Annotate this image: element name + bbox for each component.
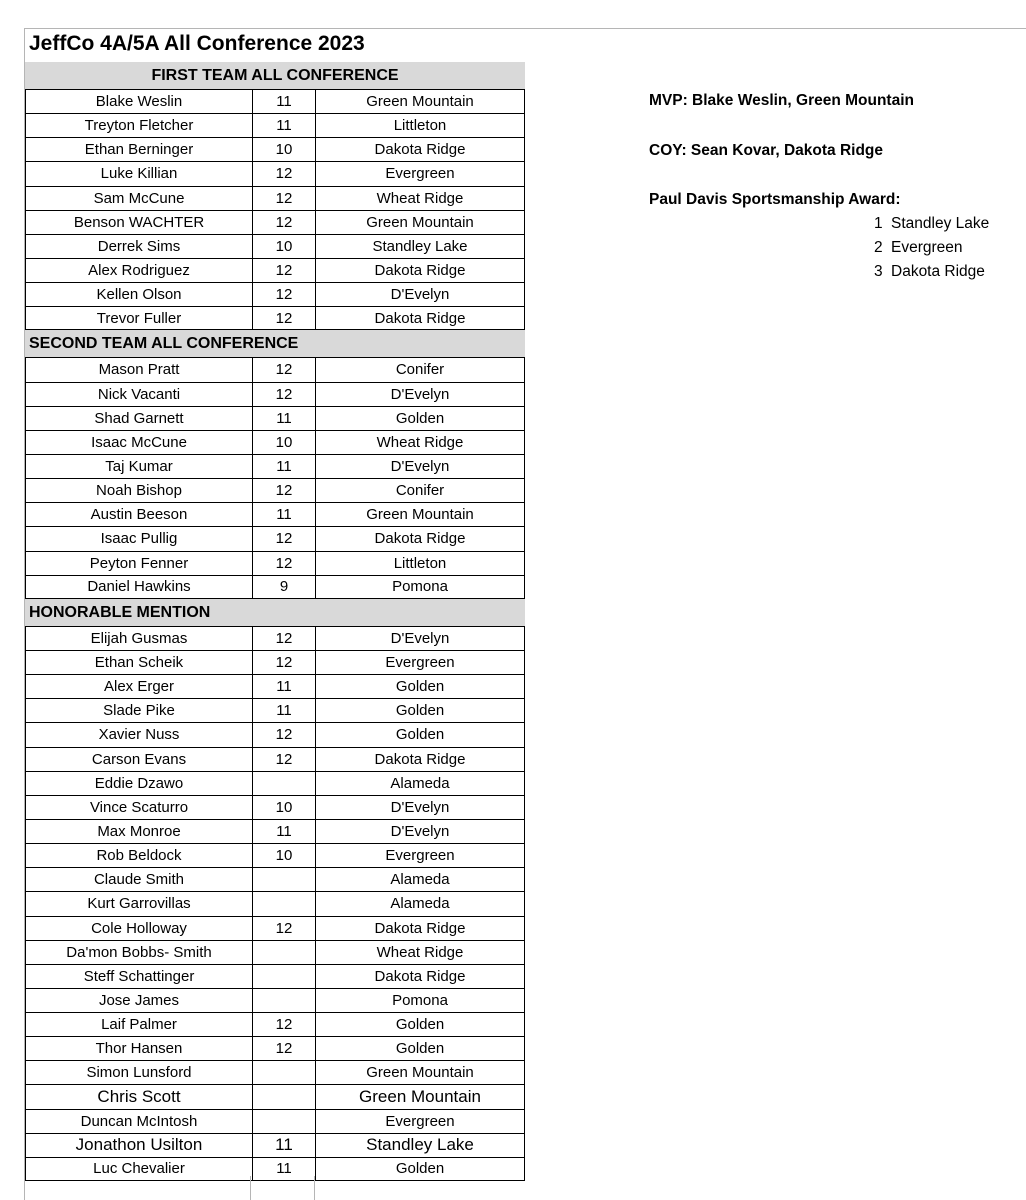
player-school: D'Evelyn	[390, 458, 450, 476]
player-row	[25, 161, 525, 185]
player-grade: 11	[253, 90, 316, 113]
player-name: Elijah Gusmas	[26, 627, 253, 650]
coach-of-year-award: COY: Sean Kovar, Dakota Ridge	[649, 142, 883, 159]
player-row	[25, 1084, 525, 1108]
player-grade: 12	[253, 1037, 316, 1060]
player-school: Golden	[395, 702, 445, 720]
player-row	[25, 891, 525, 915]
player-row	[25, 234, 525, 258]
player-grade: 12	[253, 627, 316, 650]
player-row	[25, 1036, 525, 1060]
player-grade: 12	[253, 283, 316, 306]
player-grade: 10	[253, 431, 316, 454]
player-row	[25, 747, 525, 771]
document-title: JeffCo 4A/5A All Conference 2023	[29, 32, 365, 55]
player-row	[25, 478, 525, 502]
player-name: Noah Bishop	[26, 479, 253, 502]
player-name: Rob Beldock	[26, 844, 253, 867]
placing-rank: 1	[874, 215, 883, 232]
player-grade: 12	[253, 552, 316, 575]
placing-school: Dakota Ridge	[891, 263, 985, 280]
player-row	[25, 430, 525, 454]
player-grade: 12	[253, 383, 316, 406]
player-row	[25, 406, 525, 430]
player-row	[25, 526, 525, 550]
player-name: Sam McCune	[26, 187, 253, 210]
player-grade: 11	[253, 675, 316, 698]
player-school: Evergreen	[385, 847, 455, 865]
player-row	[25, 698, 525, 722]
player-grade: 11	[253, 407, 316, 430]
player-name: Eddie Dzawo	[26, 772, 253, 795]
player-row	[25, 674, 525, 698]
player-row	[25, 306, 525, 330]
player-school: Standley Lake	[372, 237, 468, 255]
player-name: Alex Rodriguez	[26, 259, 253, 282]
player-row	[25, 502, 525, 526]
mvp-award: MVP: Blake Weslin, Green Mountain	[649, 92, 914, 109]
player-grade: 12	[253, 479, 316, 502]
player-name: Chris Scott	[26, 1085, 253, 1108]
player-name: Ethan Berninger	[26, 138, 253, 161]
player-school: D'Evelyn	[390, 629, 450, 647]
player-grade	[253, 1085, 316, 1108]
player-name: Benson WACHTER	[26, 211, 253, 234]
player-grade: 11	[253, 1158, 316, 1180]
player-grade: 11	[253, 820, 316, 843]
player-name: Isaac McCune	[26, 431, 253, 454]
player-school: Dakota Ridge	[374, 309, 466, 327]
section-heading: SECOND TEAM ALL CONFERENCE	[25, 330, 525, 357]
player-grade: 11	[253, 699, 316, 722]
player-row	[25, 650, 525, 674]
player-name: Carson Evans	[26, 748, 253, 771]
player-name: Kellen Olson	[26, 283, 253, 306]
player-grade: 12	[253, 748, 316, 771]
player-school: Golden	[395, 1016, 445, 1034]
player-school: Evergreen	[385, 1112, 455, 1130]
player-name: Jose James	[26, 989, 253, 1012]
sportsmanship-placing	[874, 215, 989, 233]
player-grade: 12	[253, 917, 316, 940]
player-grade: 12	[253, 723, 316, 746]
player-grade	[253, 941, 316, 964]
player-school: Dakota Ridge	[374, 967, 466, 985]
player-name: Daniel Hawkins	[26, 576, 253, 598]
player-school: Green Mountain	[366, 93, 474, 111]
player-row	[25, 1133, 525, 1157]
player-name: Luc Chevalier	[26, 1158, 253, 1180]
player-row	[25, 575, 525, 599]
column-divider	[314, 1176, 315, 1200]
player-school: Alameda	[390, 871, 450, 889]
player-row	[25, 964, 525, 988]
player-row	[25, 771, 525, 795]
player-row	[25, 282, 525, 306]
player-grade	[253, 892, 316, 915]
player-row	[25, 1157, 525, 1181]
player-row	[25, 819, 525, 843]
player-grade: 12	[253, 1013, 316, 1036]
player-school: Evergreen	[385, 654, 455, 672]
player-name: Taj Kumar	[26, 455, 253, 478]
player-school: Dakota Ridge	[374, 919, 466, 937]
player-row	[25, 258, 525, 282]
player-row	[25, 382, 525, 406]
player-grade: 9	[253, 576, 316, 598]
placing-rank: 2	[874, 239, 883, 256]
player-name: Steff Schattinger	[26, 965, 253, 988]
player-grade: 12	[253, 211, 316, 234]
column-divider	[250, 1176, 251, 1200]
player-school: Green Mountain	[366, 213, 474, 231]
player-grade	[253, 772, 316, 795]
player-name: Derrek Sims	[26, 235, 253, 258]
top-border	[24, 28, 1026, 29]
player-row	[25, 916, 525, 940]
player-name: Laif Palmer	[26, 1013, 253, 1036]
player-row	[25, 551, 525, 575]
player-grade: 12	[253, 527, 316, 550]
player-grade	[253, 965, 316, 988]
player-name: Claude Smith	[26, 868, 253, 891]
player-school: Evergreen	[385, 165, 455, 183]
player-row	[25, 186, 525, 210]
player-school: Conifer	[395, 361, 445, 379]
sportsmanship-placing	[874, 263, 985, 281]
all-conference-table	[25, 62, 525, 1181]
player-row	[25, 722, 525, 746]
placing-rank: 3	[874, 263, 883, 280]
player-name: Treyton Fletcher	[26, 114, 253, 137]
player-name: Xavier Nuss	[26, 723, 253, 746]
player-school: Green Mountain	[366, 1064, 474, 1082]
player-grade: 12	[253, 651, 316, 674]
sportsmanship-heading: Paul Davis Sportsmanship Award:	[649, 191, 901, 208]
player-school: Golden	[395, 1160, 445, 1178]
player-name: Kurt Garrovillas	[26, 892, 253, 915]
player-row	[25, 1109, 525, 1133]
player-school: Pomona	[392, 578, 448, 596]
player-grade: 11	[253, 114, 316, 137]
player-school: Green Mountain	[359, 1087, 481, 1107]
player-school: D'Evelyn	[390, 823, 450, 840]
player-school: Dakota Ridge	[374, 530, 466, 548]
player-school: Alameda	[390, 895, 450, 913]
player-school: Green Mountain	[366, 506, 474, 524]
player-school: D'Evelyn	[390, 798, 450, 816]
player-row	[25, 940, 525, 964]
player-name: Mason Pratt	[26, 358, 253, 381]
player-grade: 12	[253, 358, 316, 381]
player-grade: 11	[253, 455, 316, 478]
player-name: Isaac Pullig	[26, 527, 253, 550]
player-name: Max Monroe	[26, 820, 253, 843]
player-grade	[253, 1110, 316, 1133]
player-school: Dakota Ridge	[374, 141, 466, 159]
player-school: Dakota Ridge	[374, 262, 466, 280]
player-name: Vince Scaturro	[26, 796, 253, 819]
player-row	[25, 626, 525, 650]
player-name: Cole Holloway	[26, 917, 253, 940]
player-school: Golden	[395, 678, 445, 696]
player-school: Littleton	[393, 554, 447, 572]
player-school: Golden	[395, 726, 445, 744]
player-row	[25, 89, 525, 113]
player-grade: 10	[253, 796, 316, 819]
player-grade: 10	[253, 138, 316, 161]
player-name: Nick Vacanti	[26, 383, 253, 406]
player-grade: 12	[253, 187, 316, 210]
player-row	[25, 843, 525, 867]
player-school: Dakota Ridge	[374, 750, 466, 768]
player-row	[25, 113, 525, 137]
player-name: Duncan McIntosh	[26, 1110, 253, 1133]
player-name: Thor Hansen	[26, 1037, 253, 1060]
player-school: Standley Lake	[366, 1135, 474, 1155]
player-row	[25, 454, 525, 478]
player-school: Littleton	[393, 117, 447, 135]
player-grade	[253, 989, 316, 1012]
player-name: Simon Lunsford	[26, 1061, 253, 1084]
player-name: Austin Beeson	[26, 503, 253, 526]
player-row	[25, 357, 525, 381]
player-school: Wheat Ridge	[376, 433, 464, 451]
player-row	[25, 210, 525, 234]
sportsmanship-placing	[874, 239, 963, 257]
player-grade: 10	[253, 235, 316, 258]
player-grade: 10	[253, 844, 316, 867]
player-school: D'Evelyn	[390, 286, 450, 304]
placing-school: Standley Lake	[891, 215, 990, 232]
player-grade: 12	[253, 259, 316, 282]
player-grade	[253, 868, 316, 891]
player-row	[25, 988, 525, 1012]
player-name: Slade Pike	[26, 699, 253, 722]
player-school: Wheat Ridge	[376, 943, 464, 961]
player-row	[25, 137, 525, 161]
section-heading: FIRST TEAM ALL CONFERENCE	[25, 62, 525, 89]
player-school: Alameda	[390, 774, 450, 792]
player-school: Wheat Ridge	[376, 189, 464, 207]
player-name: Jonathon Usilton	[26, 1134, 253, 1157]
player-school: D'Evelyn	[390, 385, 450, 403]
player-name: Ethan Scheik	[26, 651, 253, 674]
player-grade: 12	[253, 162, 316, 185]
player-name: Trevor Fuller	[26, 307, 253, 329]
player-name: Luke Killian	[26, 162, 253, 185]
player-school: Golden	[395, 409, 445, 427]
player-row	[25, 867, 525, 891]
player-name: Shad Garnett	[26, 407, 253, 430]
player-row	[25, 1012, 525, 1036]
player-school: Conifer	[395, 482, 445, 500]
section-heading: HONORABLE MENTION	[25, 599, 525, 626]
player-school: Pomona	[392, 991, 448, 1009]
player-row	[25, 795, 525, 819]
player-grade: 11	[253, 503, 316, 526]
player-grade: 11	[253, 1134, 316, 1157]
player-name: Blake Weslin	[26, 90, 253, 113]
player-grade	[253, 1061, 316, 1084]
player-row	[25, 1060, 525, 1084]
player-name: Alex Erger	[26, 675, 253, 698]
player-name: Peyton Fenner	[26, 552, 253, 575]
placing-school: Evergreen	[891, 239, 963, 256]
player-grade: 12	[253, 307, 316, 329]
player-school: Golden	[395, 1040, 445, 1058]
player-name: Da'mon Bobbs- Smith	[26, 941, 253, 964]
